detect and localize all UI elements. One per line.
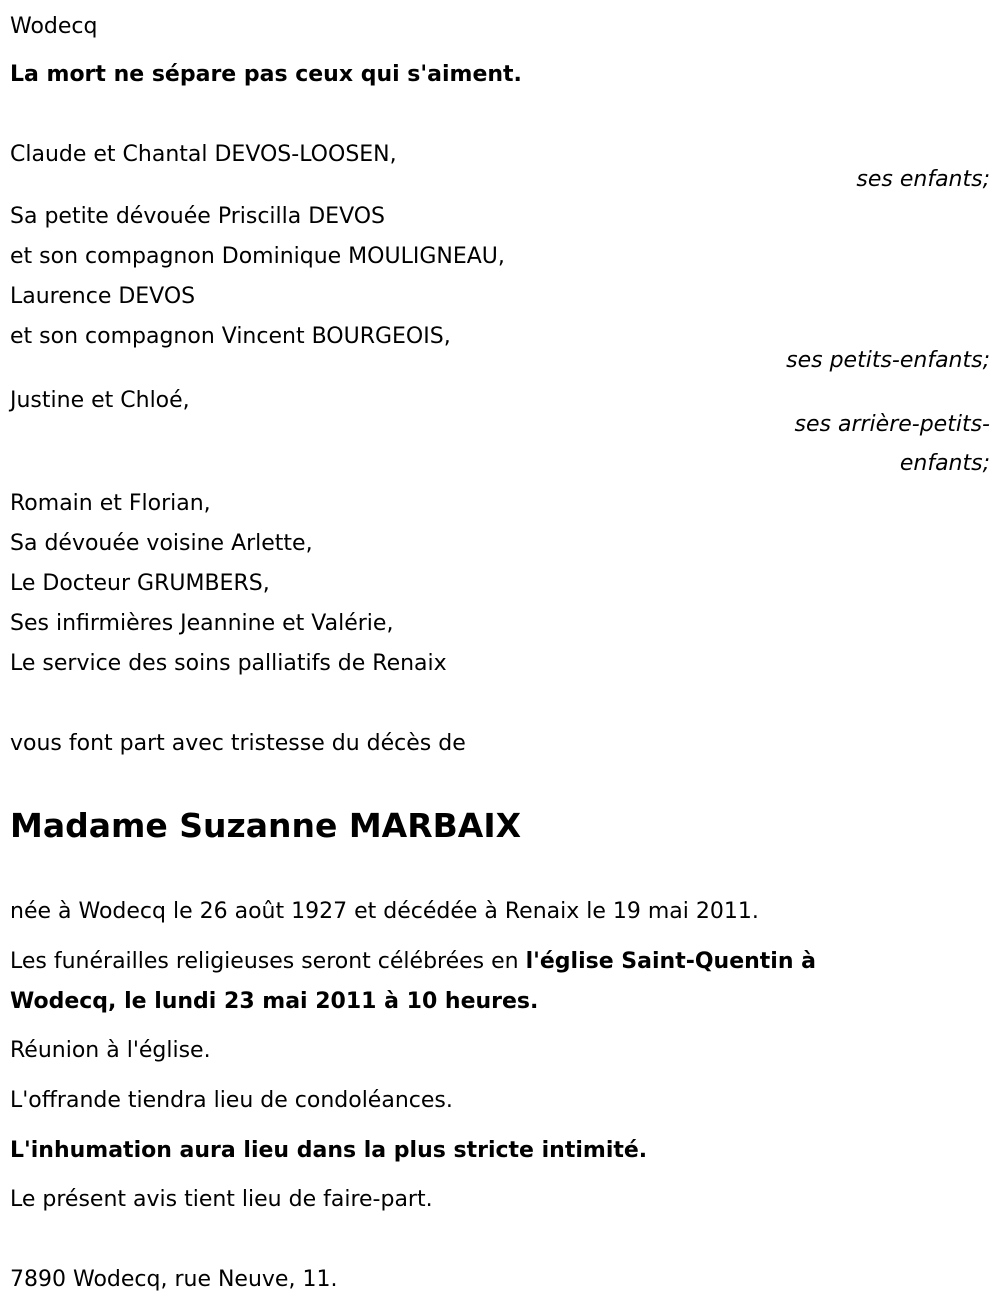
place: Wodecq [10, 14, 98, 39]
other-line: Romain et Florian, [10, 491, 211, 516]
other-line: Le Docteur GRUMBERS, [10, 571, 270, 596]
other-line: Ses infirmières Jeannine et Valérie, [10, 611, 394, 636]
funeral-date: Wodecq, le lundi 23 mai 2011 à 10 heures. [10, 989, 539, 1014]
meeting: Réunion à l'église. [10, 1038, 211, 1063]
funeral-line-1 [10, 946, 816, 978]
announcement: vous font part avec tristesse du décès de [10, 731, 466, 756]
burial: L'inhumation aura lieu dans la plus stricte intimité. [10, 1138, 648, 1163]
funeral-location: l'église Saint-Quentin à [525, 949, 817, 974]
funeral-intro: Les funérailles religieuses seront célébrées en [10, 949, 526, 974]
other-line: Sa dévouée voisine Arlette, [10, 531, 313, 556]
great-grandchildren-role-cont: enfants; [899, 451, 990, 476]
notice: Le présent avis tient lieu de faire-part. [10, 1187, 433, 1212]
deceased-name: Madame Suzanne MARBAIX [10, 806, 522, 845]
grandchildren-role: ses petits-enfants; [786, 348, 990, 373]
grandchild-line: et son compagnon Dominique MOULIGNEAU, [10, 244, 505, 269]
great-grandchildren-name: Justine et Chloé, [10, 388, 190, 413]
address: 7890 Wodecq, rue Neuve, 11. [10, 1267, 338, 1292]
other-line: Le service des soins palliatifs de Renaix [10, 651, 447, 676]
birth-death: née à Wodecq le 26 août 1927 et décédée à Renaix le 19 mai 2011. [10, 899, 759, 924]
great-grandchildren-role: ses arrière-petits- [794, 412, 990, 437]
grandchild-line: Sa petite dévouée Priscilla DEVOS [10, 204, 386, 229]
motto: La mort ne sépare pas ceux qui s'aiment. [10, 62, 522, 87]
offering: L'offrande tiendra lieu de condoléances. [10, 1088, 453, 1113]
children-name: Claude et Chantal DEVOS-LOOSEN, [10, 142, 397, 167]
grandchild-line: et son compagnon Vincent BOURGEOIS, [10, 324, 451, 349]
children-role: ses enfants; [856, 167, 990, 192]
grandchild-line: Laurence DEVOS [10, 284, 196, 309]
